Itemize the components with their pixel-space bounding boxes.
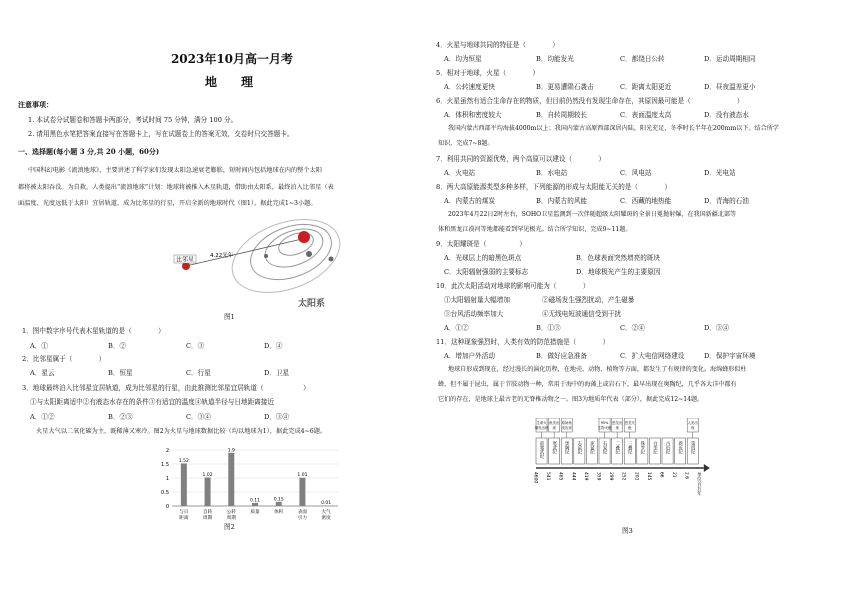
figure2-chart	[148, 444, 348, 524]
q2-option[interactable]: C．行星	[186, 369, 211, 377]
age-label: 2.6	[683, 472, 689, 479]
data-label: 1.9	[227, 448, 235, 454]
category-label: 公转	[226, 510, 236, 515]
q1-option[interactable]: D．④	[264, 342, 283, 350]
event-label: 生命大	[536, 421, 547, 425]
system-label: 太阳系	[298, 299, 326, 309]
era-label: 三叠纪	[627, 441, 633, 455]
intro12-line: 蜂，但不属于昆虫，属于节肢动物一种，常用于海中的海藻上或岩石下，最早出现在奥陶纪，几乎各大洋中都有	[438, 381, 737, 388]
q5-option[interactable]: C．距离太阳更近	[620, 83, 672, 91]
bar	[299, 478, 305, 506]
q10-option[interactable]: B．①③	[536, 324, 561, 332]
q3-option[interactable]: C．③④	[186, 413, 211, 421]
era-label: 志留纪	[576, 441, 582, 455]
q2-option[interactable]: D．卫星	[264, 369, 290, 377]
q1-option[interactable]: B．②	[108, 342, 127, 350]
event-label: 现	[615, 426, 619, 430]
event-label: 原始鱼	[561, 421, 572, 425]
event-label: 绝	[628, 426, 632, 430]
data-label: 1.01	[297, 473, 308, 479]
q10-stem: 10．此次太阳活动对地球的影响可能为（ ）	[436, 282, 590, 290]
q5-option[interactable]: A．公转速度更快	[444, 83, 495, 91]
q6-option[interactable]: C．表面温度太高	[620, 111, 672, 119]
era-label: 新近纪	[677, 441, 683, 455]
event-label: 恐龙灭	[624, 421, 635, 425]
q9-option[interactable]: A．光球层上的暗黑色斑点	[444, 254, 522, 262]
era-label: 二叠纪	[614, 441, 620, 455]
age-label: 419	[582, 472, 588, 481]
q1-stem: 1．图中数字序号代表木星轨道的是（ ）	[22, 327, 165, 335]
category-label: 密度	[321, 516, 331, 521]
bar	[276, 502, 282, 506]
event-label: 现	[552, 426, 556, 430]
q1-option[interactable]: A．①	[30, 342, 48, 350]
intro12-line: 它们的存在，是地球上最古老的无脊椎动物之一。图3为地质年代表（部分），据此完成12~14题。	[438, 396, 704, 403]
event-label: 95%	[600, 421, 609, 425]
q2-stem: 2．比邻星属于（ ）	[22, 355, 106, 363]
era-label: 侏罗纪	[639, 441, 645, 455]
category-label: 引力	[297, 516, 308, 521]
category-label: 体积	[274, 510, 284, 515]
age-label: 541	[545, 472, 551, 481]
age-label: 201	[633, 472, 639, 481]
q3-stem: 3．地球最终泊入比邻星宜居轨道，成为比邻星的行星，由此推测比邻星宜居轨道（ ）	[22, 384, 310, 392]
q4-option[interactable]: D．运动周期相同	[704, 55, 756, 63]
q9-option[interactable]: C．太阳辐射强弱的主要标志	[444, 268, 529, 276]
data-label: 0.01	[321, 501, 332, 507]
intro12-line: 地球自形成到现在，经过漫长的演化历程，在地壳、动物、植物等方面，都发生了有规律的变化。海绵蜂形似柱	[448, 366, 747, 373]
bar	[181, 463, 187, 506]
event-label: 现	[691, 426, 695, 430]
q10-item: ③台风活动频率加大	[444, 310, 504, 318]
intro9-line: 2023年4月22日2时左右，SOHO卫星监测到一次伴随超级太阳耀斑的全景日冕抛射爆，在我国新疆北部等	[448, 211, 737, 218]
q3-option[interactable]: A．①②	[30, 413, 55, 421]
category-label: 周期	[226, 516, 236, 521]
q10-item: ②磁场发生强烈扰动，产生磁暴	[542, 296, 635, 304]
q4-option[interactable]: C．都绕日公转	[620, 55, 665, 63]
q11-option[interactable]: A．增加户外活动	[444, 352, 495, 360]
q7-stem: 7．利用共同的资源优势，两个高原可以建设（ ）	[436, 155, 606, 163]
intro-line: 面温度、光度远低于太阳）宜居轨道，成为比邻星的行星，开启全新的地球时代（图1）。据此完成1~3小题。	[18, 200, 317, 207]
category-label: 表面	[297, 510, 308, 515]
data-label: 1.02	[202, 472, 213, 478]
note-item: 1. 本试卷分试题卷和答题卡两部分，考试时间 75 分钟，满分 100 分。	[28, 116, 238, 124]
q9-option[interactable]: D．地球极光产生的主要原因	[576, 268, 661, 276]
q10-option[interactable]: C．②④	[620, 324, 645, 332]
arrow-icon	[704, 464, 710, 472]
q2-option[interactable]: B．恒星	[108, 369, 133, 377]
q10-option[interactable]: D．③④	[704, 324, 730, 332]
q1-option[interactable]: C．③	[186, 342, 205, 350]
age-label: 299	[608, 472, 614, 481]
event-label: 类出现	[561, 426, 572, 430]
y-tick-label: 0.5	[161, 490, 169, 496]
q7-option[interactable]: C．风电站	[620, 169, 652, 177]
q9-option[interactable]: B．色球表面突然增亮的斑块	[576, 254, 660, 262]
q5-option[interactable]: D．昼夜温差更小	[704, 83, 756, 91]
exam-title: 2023年10月高一月考	[170, 52, 294, 66]
intro7-line: 我国内蒙古西部平均海拔4000m以上；我国内蒙古高原西部深居内陆，阳光充足，冬季时长半年在200mm以下。结合所学	[448, 125, 779, 132]
era-label: 古近纪	[665, 441, 671, 455]
age-label: 4600	[532, 472, 538, 484]
subject-title: 地 理	[204, 75, 259, 89]
q8-option[interactable]: D．青海的石油	[704, 197, 749, 205]
q4-stem: 4．火星与地球共同的特征是（ ）	[436, 41, 559, 49]
category-label: 距离	[179, 516, 189, 521]
q7-option[interactable]: D．光电站	[704, 169, 736, 177]
q3-line2: ①与太阳距离适中②有液态水存在的条件③有适宜的温度④轨道半径与日地距离接近	[30, 398, 274, 406]
data-label: 0.15	[273, 497, 284, 503]
q11-option[interactable]: C．扩大电信网络建设	[620, 352, 685, 360]
event-label: 生物灭绝	[597, 426, 612, 430]
event-label: 爆发出现	[534, 426, 549, 430]
q8-option[interactable]: B．内蒙古的风能	[536, 197, 588, 205]
section-heading: 一、选择题(每小题 3 分,共 20 小题，60分)	[18, 147, 160, 156]
figure3-caption: 图3	[622, 527, 633, 535]
y-tick-label: 0	[165, 504, 169, 510]
intro2: 火星大气以二氧化碳为主，既稀薄又寒冷。图2为火星与地球数据比较（均以地球为1），据此完成4~6题。	[36, 428, 327, 435]
intro-line: 都将被太阳吞没。为自救，人类提出“流浪地球”计划：地球将被推入木星轨道，借助由太阳系，最终泊入比邻星（表	[18, 184, 334, 191]
age-label: 单位:百万年	[696, 472, 702, 496]
q6-option[interactable]: D．没有液态水	[704, 111, 749, 119]
intro7-line: 知识，完成7~8题。	[438, 140, 494, 147]
figure3-geologic-timeline	[530, 418, 736, 508]
q11-option[interactable]: B．做好应急准备	[536, 352, 588, 360]
bar	[228, 453, 234, 506]
category-label: 与日	[179, 510, 189, 515]
age-label: 66	[658, 472, 664, 478]
era-label: 奥陶纪	[564, 441, 570, 455]
category-label: 质量	[250, 510, 260, 515]
age-label: 145	[645, 472, 651, 481]
y-tick-label: 1.5	[161, 462, 169, 468]
event-label: 人类出	[687, 421, 698, 425]
q5-option[interactable]: B．更易遭陨石袭击	[536, 83, 594, 91]
q9-stem: 9．太阳耀斑是（ ）	[436, 240, 526, 248]
q11-stem: 11．这种现象强烈时，人类有效的防范措施是（ ）	[436, 338, 610, 346]
category-label: 自转	[202, 510, 213, 515]
era-label: 寒武纪	[551, 441, 557, 455]
q7-option[interactable]: B．水电站	[536, 169, 568, 177]
q11-option[interactable]: D．保护宇宙环境	[704, 352, 756, 360]
note-item: 2. 请用黑色水笔把答案直接写在答题卡上，写在试题卷上的答案无效，交卷时只交答题卡。	[28, 130, 294, 138]
intro-line: 中国科幻电影《流浪地球》，主要讲述了科学家们发现太阳急速衰老膨胀，短时间内包括地球在内的整个太阳	[28, 167, 322, 174]
q10-item: ④无线电短波通信受到干扰	[542, 310, 622, 318]
q4-option[interactable]: B．均能发光	[536, 55, 574, 63]
age-label: 485	[557, 472, 563, 481]
age-label: 252	[620, 472, 626, 481]
q10-item: ①太阳辐射量大幅增加	[444, 296, 510, 304]
y-tick-label: 1	[165, 476, 169, 482]
y-tick-label: 2	[165, 448, 169, 454]
category-label: 大气	[321, 510, 331, 515]
star-label: 比邻星	[176, 256, 195, 264]
bar	[205, 477, 211, 506]
age-label: 444	[570, 472, 576, 481]
q2-option[interactable]: A．星云	[30, 369, 55, 377]
intro9-line: 体和黑龙江漠河等地都能看到罕见极光。结合所学知识，完成9~11题。	[438, 226, 632, 233]
figure2-caption: 图2	[224, 523, 235, 531]
q6-option[interactable]: A．体积和密度较大	[444, 111, 502, 119]
q4-option[interactable]: A．均为恒星	[444, 55, 482, 63]
data-label: 1.52	[178, 458, 189, 464]
notes-heading: 注意事项：	[18, 100, 53, 109]
sun-icon	[298, 231, 310, 243]
figure1-caption: 图1	[224, 313, 235, 321]
q5-stem: 5．相对于地球，火星（ ）	[436, 69, 540, 77]
era-label: 泥盆纪	[589, 441, 595, 455]
event-label: 鱼类出	[549, 421, 560, 425]
q3-option[interactable]: D．③④	[264, 413, 290, 421]
event-label: 恐龙出	[612, 421, 623, 425]
q8-option[interactable]: A．内蒙古的煤炭	[444, 197, 495, 205]
category-label: 周期	[202, 516, 213, 521]
q8-option[interactable]: C．西藏的地热能	[620, 197, 672, 205]
era-label: 石炭纪	[602, 441, 608, 455]
era-label: 第四纪	[690, 441, 696, 455]
q7-option[interactable]: A．火电站	[444, 169, 476, 177]
q3-option[interactable]: B．②③	[108, 413, 133, 421]
figure1-solar-system	[146, 214, 346, 314]
distance-label: 4.22光年	[210, 253, 234, 259]
q8-stem: 8．两大高原能源类型多种多样，下列能源的形成与太阳能无关的是（ ）	[436, 183, 671, 191]
age-label: 23	[671, 472, 677, 478]
era-label: 前寒武纪	[539, 441, 545, 459]
data-label: 0.11	[249, 498, 261, 504]
q6-stem: 6．火星虽然有适合生命存在的物质，但目前仍然没有发现生命存在，其原因最可能是（ ）	[436, 97, 744, 105]
q10-option[interactable]: A．①②	[444, 324, 469, 332]
q6-option[interactable]: B．自转周期较长	[536, 111, 588, 119]
age-label: 359	[595, 472, 601, 481]
era-label: 白垩纪	[652, 441, 658, 455]
